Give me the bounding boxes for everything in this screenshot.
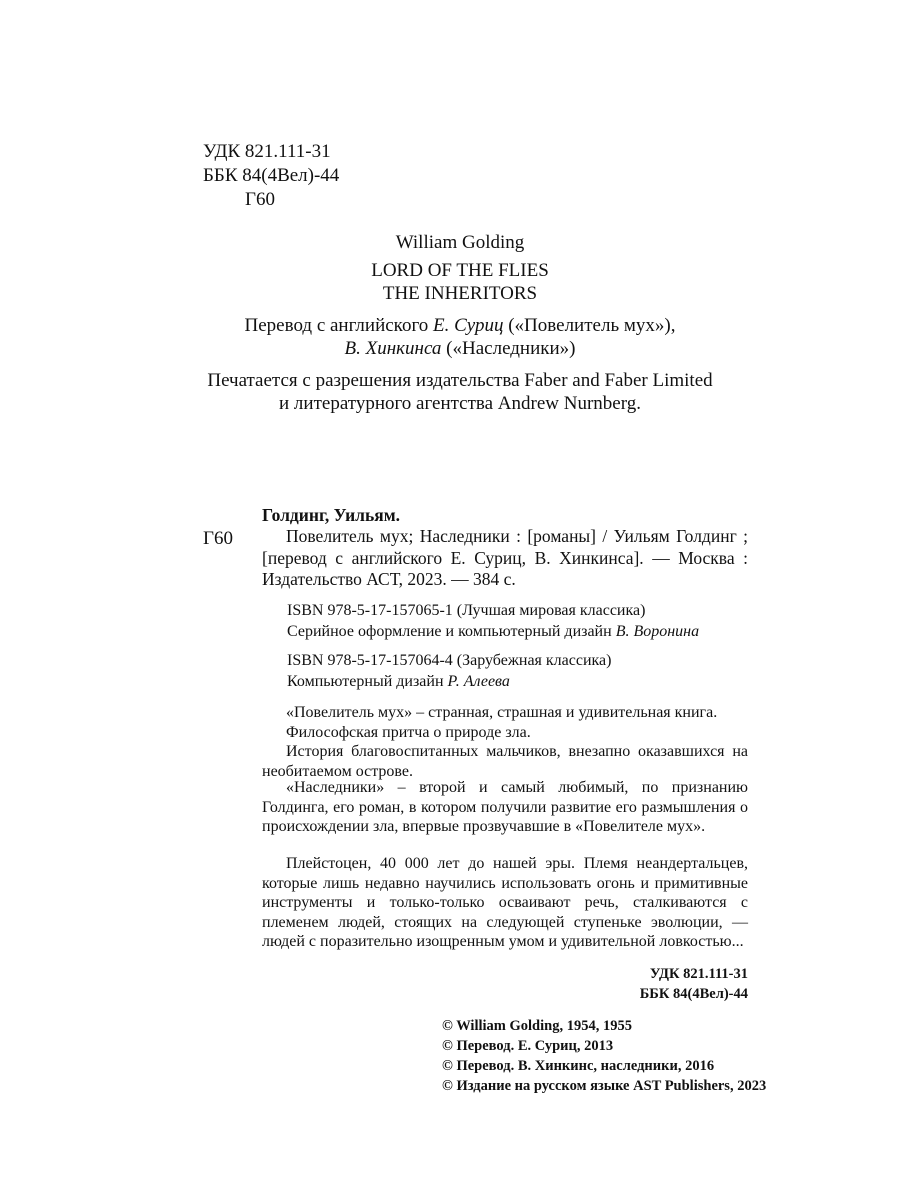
permission-line-2: и литературного агентства Andrew Nurnberg. xyxy=(279,393,641,414)
designer-name: Р. Алеева xyxy=(447,673,510,690)
udk-code: УДК 821.111-31 xyxy=(203,141,331,162)
classification-bottom xyxy=(600,964,748,1004)
isbn-number: ISBN 978-5-17-157064-4 (Зарубежная классика) xyxy=(287,652,612,669)
original-author: William Golding xyxy=(395,232,525,253)
translator-1: Е. Суриц xyxy=(433,315,504,336)
catalog-description: Повелитель мух; Наследники : [романы] / Уильям Голдинг ; [перевод с английского Е. Суриц, В. Хинкинса]. — Москва : Издательство АСТ, 2023. — 384 с. xyxy=(262,526,748,589)
catalog-author-mark: Г60 xyxy=(203,528,233,549)
permission-line-1: Печатается с разрешения издательства Faber and Faber Limited xyxy=(207,370,713,391)
annotation-paragraph-2: «Наследники» – второй и самый любимый, по признанию Голдинга, его роман, в котором получили развитие его размышления о происхождении зла, впервые прозвучавшие в «Повелителе мух». xyxy=(262,779,748,835)
design-credit: Серийное оформление и компьютерный дизайн В. Воронина xyxy=(287,623,700,640)
copyright-block xyxy=(442,1016,766,1096)
translator-2: В. Хинкинса xyxy=(344,338,442,359)
isbn-entry-1 xyxy=(287,600,699,642)
design-credit: Компьютерный дизайн Р. Алеева xyxy=(287,673,510,690)
udk-code-bottom: УДК 821.111-31 xyxy=(649,966,748,982)
author-mark: Г60 xyxy=(245,189,275,210)
copyright-line: © Перевод. В. Хинкинс, наследники, 2016 xyxy=(442,1058,715,1074)
annotation-paragraph-1: «Повелитель мух» – странная, страшная и удивительная книга. Философская притча о природе зла. История благовоспитанных мальчиков, внезапно оказавшихся на необитаемом острове. xyxy=(262,704,748,780)
permission-notice xyxy=(150,369,770,415)
annotation-paragraph-3: Плейстоцен, 40 000 лет до нашей эры. Племя неандертальцев, которые лишь недавно научились использовать огонь и примитивные инструменты и только-только осваивают речь, сталкиваются с племенем людей, стоящих на следующей ступеньке эволюции, — людей с поразительно изощренным умом и удивительной ловкостью... xyxy=(262,855,748,950)
catalog-author: Голдинг, Уильям. xyxy=(262,505,401,525)
translation-line-2: В. Хинкинса («Наследники») xyxy=(344,338,576,359)
isbn-entry-2 xyxy=(287,650,611,692)
copyright-line: © Перевод. Е. Суриц, 2013 xyxy=(442,1038,614,1054)
bbk-code-bottom: ББК 84(4Вел)-44 xyxy=(639,986,748,1002)
original-titles xyxy=(150,259,770,305)
classification-block xyxy=(203,140,339,212)
copyright-line: © William Golding, 1954, 1955 xyxy=(442,1018,632,1034)
translation-line-1: Перевод с английского Е. Суриц («Повелитель мух»), xyxy=(244,315,676,336)
original-title-2: THE INHERITORS xyxy=(382,283,538,304)
original-title-1: LORD OF THE FLIES xyxy=(371,260,549,281)
translation-credits xyxy=(150,314,770,360)
copyright-line: © Издание на русском языке AST Publishers, 2023 xyxy=(442,1078,767,1094)
bbk-code: ББК 84(4Вел)-44 xyxy=(203,165,340,186)
isbn-number: ISBN 978-5-17-157065-1 (Лучшая мировая классика) xyxy=(287,602,646,619)
designer-name: В. Воронина xyxy=(615,623,700,640)
